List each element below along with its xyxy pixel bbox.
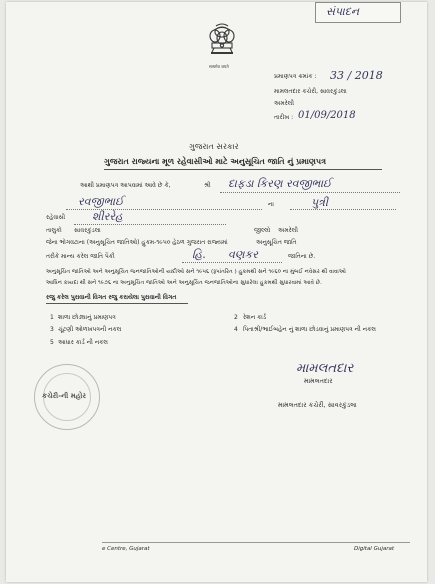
salutation: શ્રી [204,182,211,189]
office-seal [34,364,100,430]
handwritten-note: સંપાદન [326,5,360,18]
residence-rule [74,224,226,225]
certificate-title: ગુજરાત રાજ્યના મૂળ રહેવાસીઓ માટે અનુસૂચિત જાતિ નું પ્રમાણપત્ર [104,157,326,166]
documents-heading: રજુ કરેલ પુરાવાની વિગત રજુ કરાયેલા પુરાવાની વિગત [46,294,177,301]
signature: મામલતદાર [296,361,354,376]
caste-suffix: જાતિના છે. [288,253,316,260]
district-top: અમરેલી [274,100,294,107]
scheme-line: જેના ભોગવટાના (અનુસૂચિત જાતિઓ) હુકમ-૧૯૫૦ હેઠળ ગુજરાત રાજ્યમાં [46,239,228,246]
relation-rule [290,209,396,210]
date-label: તારીખ : [274,114,294,121]
caste-name: વણકર [228,248,258,261]
document-number: 1 [50,314,54,321]
document-text: આધાર કાર્ડ ની નકલ [58,339,108,346]
document-text: રેશન કાર્ડ [243,314,267,321]
seal-text: કચેરી-ની મહોર [42,392,87,400]
signatory-office: મામલતદાર કચેરી, સાવરકુંડલા [278,401,357,409]
cert-intro-text: આથી પ્રમાણપત્ર આપવામાં આવે છે કે, [80,182,171,189]
certificate-sheet [6,2,427,582]
handwritten-note-box [315,2,401,23]
footer-rule [102,542,410,543]
caste-prefix: હિ. [192,248,206,261]
document-number: 3 [50,326,54,333]
document-number: 2 [234,314,238,321]
title-underline [104,169,382,170]
district-label: જીલ્લો [254,227,271,234]
name-rule [220,192,400,193]
caste-line-text: તરીકે માન્ય કરેલ જાતિ પૈકી [46,253,115,260]
scheme-caste: અનુસૂચિત જાતિ [256,239,297,246]
father-label: ના [268,201,274,208]
footer-left: e Centre, Gujarat [102,546,150,552]
certificate-no-label: પ્રમાણપત્ર ક્રમાંક : [274,73,317,80]
document-text: ચૂંટણી ઓળખપત્રની નકલ [58,326,122,333]
document-text: શાળા છોડ્યાનું પ્રમાણપત્ર [58,314,116,321]
documents-heading-underline [46,303,188,304]
person-name: દાફડા કિરણ રવજીભાઈ [228,177,332,190]
certificate-no-value: 33 / 2018 [330,69,383,82]
paragraph-line-1: અનુસૂચિત જાતિઓ અને અનુસૂચિત જનજાતિઓની યાદીઓ સને ૧૯૫૬ (રૂપાંતરિત ) હુકમથી સને ૧૯૬૦ ના મુંબઈ નવેસર થી વાવાઓ [46,269,346,275]
signatory-title: મામલતદાર [304,377,333,385]
heading-government: ગુજરાત સરકાર [189,142,239,151]
office-name: મામલતદાર કચેરી, સાવરકુંડલા [274,88,347,95]
caste-rule [182,262,282,263]
document-text: પિતાશ્રી/ભાઈબહેન નું શાળા છોડવાનું પ્રમાણપત્ર ની નકલ [243,326,376,333]
document-number: 5 [50,339,54,346]
residence: શીરરેહ [92,210,123,223]
emblem-caption: सत्यमेव जयते [209,64,229,69]
date-value: 01/09/2018 [298,110,356,121]
district: અમરેલી [278,227,298,234]
residence-label: રહેવાસી [46,214,66,221]
national-emblem-icon [205,22,239,64]
relation: પુત્રી [311,196,329,209]
father-name: રવજીભાઈ [78,195,124,208]
document-number: 4 [234,326,238,333]
paragraph-line-2: આધિન કાયદા થી સને ૧૯૭૬ ના અનુસૂચિત જાતિઓ અને અનુસૂચિત જનજાતિઓના સુધારેલા હુકમથી સુધારવામાં આવે છે. [46,280,322,286]
taluka-label: તાલુકો [46,227,62,234]
taluka: સાવરકુંડલા [74,227,101,234]
footer-right: Digital Gujarat [354,546,395,552]
